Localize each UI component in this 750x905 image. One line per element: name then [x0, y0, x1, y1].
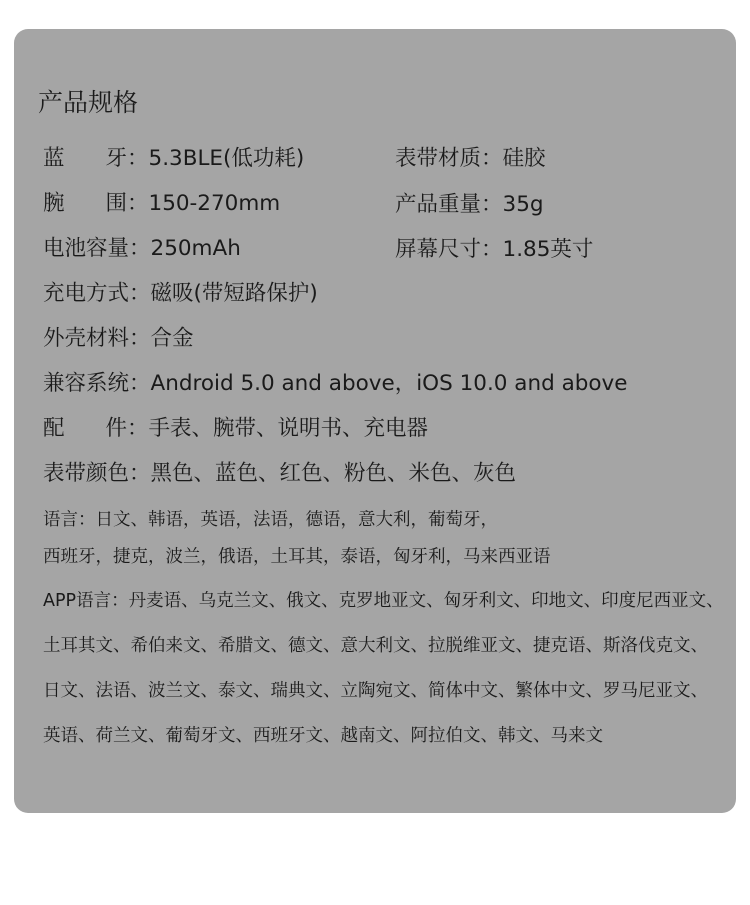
- spec-shell-label: 外壳材料：: [43, 326, 151, 351]
- spec-compat-label: 兼容系统：: [43, 371, 151, 396]
- spec-colors-value: 黑色、蓝色、红色、粉色、米色、灰色: [150, 461, 517, 486]
- languages-line-1: 语言：日文、韩语，英语，法语，德语，意大利，葡萄牙，: [43, 510, 498, 530]
- spec-charging: [43, 280, 318, 308]
- spec-accessories-label: 配 件：: [43, 416, 149, 441]
- spec-accessories-value: 手表、腕带、说明书、充电器: [148, 416, 429, 441]
- app-languages-line-2: 土耳其文、希伯来文、希腊文、德文、意大利文、拉脱维亚文、捷克语、斯洛伐克文、: [43, 636, 708, 656]
- spec-bluetooth: [43, 145, 304, 173]
- spec-weight-label: 产品重量：: [395, 192, 503, 217]
- spec-strap-material-label: 表带材质：: [395, 146, 503, 171]
- app-languages-line-1: APP语言：丹麦语、乌克兰文、俄文、克罗地亚文、匈牙利文、印地文、印度尼西亚文、: [43, 591, 724, 611]
- spec-charging-value: 磁吸(带短路保护): [150, 281, 318, 306]
- spec-weight: [395, 191, 544, 219]
- spec-wrist-label: 腕 围：: [43, 191, 149, 216]
- app-languages-line-3: 日文、法语、波兰文、泰文、瑞典文、立陶宛文、简体中文、繁体中文、罗马尼亚文、: [43, 681, 708, 701]
- spec-strap-material-value: 硅胶: [502, 146, 546, 171]
- spec-strap-material: [395, 145, 546, 173]
- spec-shell-value: 合金: [150, 326, 194, 351]
- spec-wrist-value: 150-270mm: [148, 191, 281, 216]
- spec-colors: [43, 460, 516, 488]
- spec-bluetooth-value: 5.3BLE(低功耗): [148, 146, 305, 171]
- spec-battery-value: 250mAh: [150, 236, 241, 261]
- spec-colors-label: 表带颜色：: [43, 461, 151, 486]
- spec-accessories: [43, 415, 428, 443]
- spec-screen-label: 屏幕尺寸：: [395, 237, 503, 262]
- spec-battery: [43, 235, 241, 263]
- app-languages-line-4: 英语、荷兰文、葡萄牙文、西班牙文、越南文、阿拉伯文、韩文、马来文: [43, 726, 603, 746]
- spec-bluetooth-label: 蓝 牙：: [43, 146, 149, 171]
- spec-screen-value: 1.85英寸: [502, 237, 594, 262]
- spec-wrist: [43, 190, 280, 218]
- spec-shell: [43, 325, 194, 353]
- spec-compat-value: Android 5.0 and above，iOS 10.0 and above: [150, 371, 628, 396]
- spec-compat: [43, 370, 628, 398]
- spec-charging-label: 充电方式：: [43, 281, 151, 306]
- spec-weight-value: 35g: [502, 192, 544, 217]
- page-title: 产品规格: [38, 88, 139, 117]
- spec-battery-label: 电池容量：: [43, 236, 151, 261]
- languages-line-2: 西班牙，捷克，波兰，俄语，土耳其，泰语，匈牙利，马来西亚语: [43, 547, 551, 567]
- spec-screen: [395, 236, 593, 264]
